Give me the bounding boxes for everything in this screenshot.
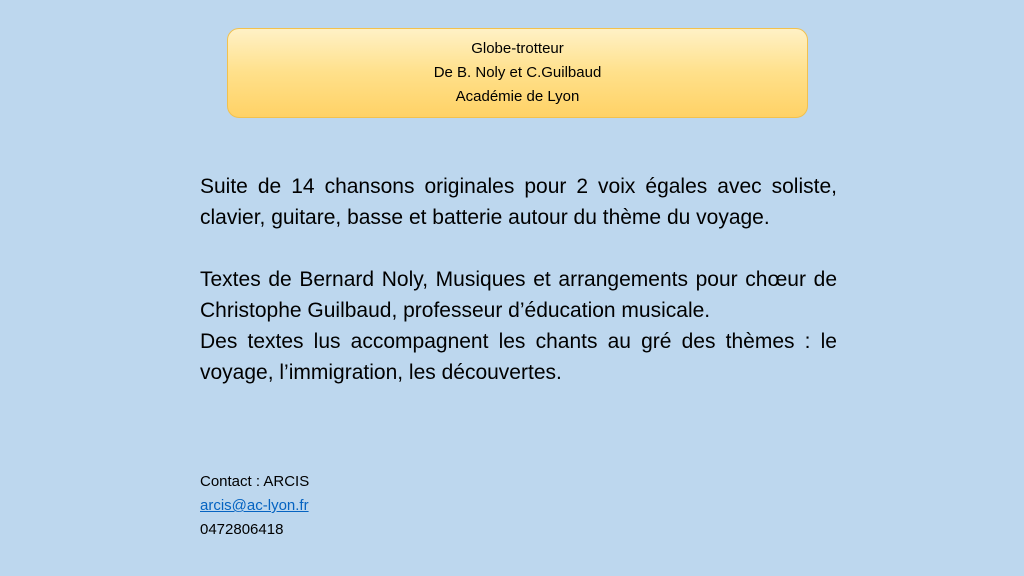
description-text <box>200 171 837 388</box>
title-box <box>227 28 808 118</box>
title-line-project: Globe-trotteur <box>471 40 564 57</box>
contact-email-link[interactable]: arcis@ac-lyon.fr <box>200 497 309 514</box>
paragraph-spacer <box>200 233 837 264</box>
title-line-academy: Académie de Lyon <box>455 88 580 105</box>
contact-block <box>200 470 309 542</box>
description-paragraph-texts: Des textes lus accompagnent les chants au gré des thèmes : le voyage, l’immigration, les découvertes. <box>200 330 837 384</box>
description-paragraph-credits: Textes de Bernard Noly, Musiques et arrangements pour chœur de Christophe Guilbaud, professeur d’éducation musicale. <box>200 268 837 322</box>
contact-label: Contact : ARCIS <box>200 473 310 490</box>
title-line-authors: De B. Noly et C.Guilbaud <box>433 64 602 81</box>
description-paragraph-suite: Suite de 14 chansons originales pour 2 voix égales avec soliste, clavier, guitare, basse et batterie autour du thème du voyage. <box>200 175 837 229</box>
contact-phone: 0472806418 <box>200 521 284 538</box>
